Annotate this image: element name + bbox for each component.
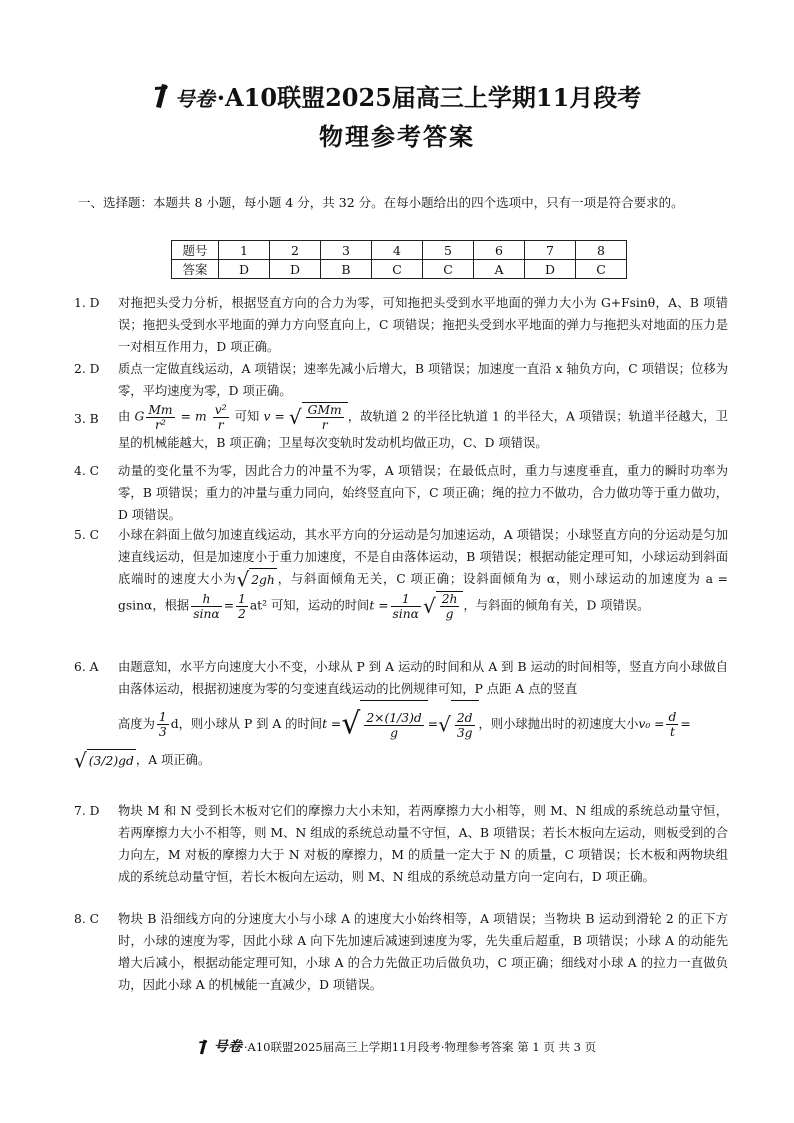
brand-logo-icon xyxy=(198,1039,208,1058)
table-cell: B xyxy=(321,260,372,279)
question-8 xyxy=(74,908,728,996)
table-cell: C xyxy=(576,260,627,279)
table-row-label: 题号 xyxy=(172,241,219,260)
formula-sqrt: √ $\frac{\text{GMm}}{r}$ xyxy=(289,402,348,432)
formula-fraction: $\frac{1}{\sin\alpha}$ xyxy=(392,591,419,621)
table-cell: A xyxy=(474,260,525,279)
page-header xyxy=(0,82,794,153)
formula-sqrt: √ $\frac{2h}{g}$ xyxy=(423,591,464,621)
formula-fraction: $\frac{\text{v²}}{r}$ xyxy=(214,402,227,432)
question-number: 1. D xyxy=(74,296,100,310)
table-cell: 3 xyxy=(321,241,372,260)
table-cell: 1 xyxy=(219,241,270,260)
question-number: 6. A xyxy=(74,660,99,674)
question-text: 由题意知，水平方向速度大小不变，小球从 P 到 A 运动的时间和从 A 到 B 运动的时间相等，竖直方向小球做自由落体运动，根据初速度为零的匀变速直线运动的比例规律可知，P 点距 A 点的竖直 高度为 $\frac{1}{3}$ d，则小球从 P 到 A 的时间t =√ $\frac{2\times(1/3)d}{g}$ =√ $\frac{2d}{3g}$ ，则小球抛出时的初速度大小v₀ = $\frac{d}{t}$ = √ (3/2)gd ，A 项正确。 xyxy=(74,660,728,773)
question-4 xyxy=(74,460,728,526)
question-text: 动量的变化量不为零，因此合力的冲量不为零，A 项错误；在最低点时，重力与速度垂直，重力的瞬时功率为零，B 项错误；重力的冲量与重力同向，始终竖直向下，C 项正确；绳的拉力不做功，合力做功等于重力做功，D 项错误。 xyxy=(118,464,728,522)
table-cell: D xyxy=(219,260,270,279)
table-cell: D xyxy=(270,260,321,279)
table-cell: 4 xyxy=(372,241,423,260)
formula-sqrt: √ (3/2)gd xyxy=(74,748,134,773)
formula-sqrt: √ $\frac{2d}{3g}$ xyxy=(438,700,478,749)
table-row-label: 答案 xyxy=(172,260,219,279)
question-number: 5. C xyxy=(74,528,100,542)
question-6 xyxy=(74,656,728,772)
question-text: 对拖把头受力分析，根据竖直方向的合力为零，可知拖把头受到水平地面的弹力大小为 G+Fsinθ，A、B 项错误；拖把头受到水平地面的弹力方向竖直向上，C 项错误；拖把头受到水平地面的弹力与拖把头对地面的压力是一对相互作用力，D 项正确。 xyxy=(118,296,728,354)
table-row xyxy=(172,260,627,279)
question-text: 物块 B 沿细线方向的分速度大小与小球 A 的速度大小始终相等，A 项错误；当物块 B 运动到滑轮 2 的正下方时，小球的速度为零，因此小球 A 向下先加速后减速到速度为零，先失重后超重，B 项错误；小球 A 的动能先增大后减小，根据动能定理可知，小球 A 的合力先做正功后做负功，C 项正确；细线对小球 A 的拉力一直做负功，因此小球 A 的机械能一直减少，D 项错误。 xyxy=(118,912,728,992)
question-text: 小球在斜面上做匀加速直线运动，其水平方向的分运动是匀加速运动，A 项错误；小球竖直方向的分运动是匀加速直线运动，但是加速度小于重力加速度，不是自由落体运动，B 项错误；根据动能定理可知，小球运动到斜面底端时的速度大小为√ 2gh ，与斜面倾角无关，C 项正确；设斜面倾角为 α，则小球运动的加速度为 a = gsinα，根据 $\frac{h}{\sin\alpha}$ = $\frac{1}{2}$ at² 可知，运动的时间t = $\frac{1}{\sin\alpha}$ √ $\frac{2h}{g}$ ，与斜面的倾角有关，D 项错误。 xyxy=(118,528,728,621)
question-text: 物块 M 和 N 受到长木板对它们的摩擦力大小未知，若两摩擦力大小相等，则 M、N 组成的系统总动量守恒，若两摩擦力大小不相等，则 M、N 组成的系统总动量不守恒，A、B 项错误；若长木板向左运动，则板受到的合力向左，M 对板的摩擦力大于 N 对板的摩擦力，M 的质量一定大于 N 的质量，C 项错误；长木板和两物块组成的系统总动量守恒，若长木板向左运动，则 M、N 组成的系统总动量方向一定向右，D 项正确。 xyxy=(118,804,728,884)
question-1 xyxy=(74,292,728,358)
question-number: 8. C xyxy=(74,912,100,926)
table-cell: 6 xyxy=(474,241,525,260)
formula-fraction: $\frac{1}{2}$ xyxy=(238,591,246,621)
question-text: 由 G $\frac{Mm}{\text{r²}}$ = m $\frac{\text{v²}}{r}$ 可知 v = √ $\frac{\text{GMm}}{r}$ ，故轨道 2 的半径比轨道 1 的半径大，A 项错误；轨道半径越大，卫星的机械能越大，B 项正确；卫星每次变轨时发动机均做正功，C、D 项错误。 xyxy=(118,402,728,450)
page-footer: 号卷 ·A10联盟2025届高三上学期11月段考·物理参考答案 第 1 页 共 3 页 xyxy=(0,1036,794,1058)
question-text: 质点一定做直线运动，A 项错误；速率先减小后增大，B 项错误；加速度一直沿 x 轴负方向，C 项错误；位移为零，平均速度为零，D 项正确。 xyxy=(118,362,728,398)
table-cell: 5 xyxy=(423,241,474,260)
formula-fraction: $\frac{1}{3}$ xyxy=(158,710,167,739)
table-cell: D xyxy=(525,260,576,279)
brand-name: 号卷 xyxy=(174,87,215,111)
table-cell: 8 xyxy=(576,241,627,260)
question-number: 7. D xyxy=(74,804,100,818)
table-cell: 7 xyxy=(525,241,576,260)
section-heading: 一、选择题：本题共 8 小题，每小题 4 分，共 32 分。在每小题给出的四个选项中，只有一项是符合要求的。 xyxy=(78,195,684,210)
answer-table xyxy=(171,240,627,279)
question-number: 2. D xyxy=(74,362,100,376)
table-cell: C xyxy=(372,260,423,279)
footer-text: ·A10联盟2025届高三上学期11月段考·物理参考答案 第 1 页 共 3 页 xyxy=(243,1040,597,1054)
question-2 xyxy=(74,358,728,402)
formula-fraction: $\frac{d}{t}$ xyxy=(668,710,677,739)
formula-sqrt: √ 2gh xyxy=(236,567,275,592)
question-3 xyxy=(74,402,728,454)
question-7 xyxy=(74,800,728,888)
table-cell: C xyxy=(423,260,474,279)
question-number: 4. C xyxy=(74,464,100,478)
page-subtitle: 物理参考答案 xyxy=(319,121,475,151)
formula-sqrt: √ $\frac{2\times(1/3)d}{g}$ xyxy=(341,700,428,749)
question-number: 3. B xyxy=(74,412,99,426)
page-title: 号卷·A10联盟2025届高三上学期11月段考 xyxy=(0,82,794,117)
formula-fraction: $\frac{Mm}{\text{r²}}$ xyxy=(148,402,173,432)
table-row xyxy=(172,241,627,260)
table-cell: 2 xyxy=(270,241,321,260)
question-5 xyxy=(74,524,728,621)
brand-logo-icon xyxy=(153,83,169,117)
formula-fraction: $\frac{h}{\sin\alpha}$ xyxy=(193,591,220,621)
